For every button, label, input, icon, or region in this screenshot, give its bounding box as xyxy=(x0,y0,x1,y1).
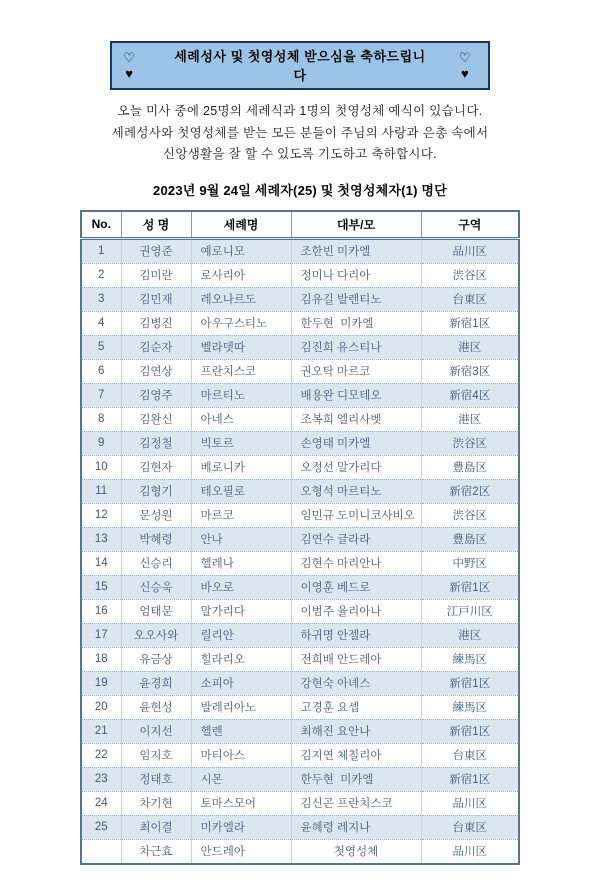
cell-district: 新宿1区 xyxy=(421,671,519,695)
cell-baptismal-name: 미카엘라 xyxy=(191,815,291,839)
hearts-left-icon: ♡ ♥ xyxy=(123,49,141,81)
cell-baptismal-name: 바오로 xyxy=(191,575,291,599)
table-row xyxy=(81,287,519,311)
cell-no: 9 xyxy=(81,431,121,455)
cell-baptismal-name: 안나 xyxy=(191,527,291,551)
table-row xyxy=(81,359,519,383)
cell-district: 新宿1区 xyxy=(421,767,519,791)
cell-name: 김연상 xyxy=(121,359,191,383)
cell-district: 台東区 xyxy=(421,743,519,767)
table-row xyxy=(81,407,519,431)
cell-name: 유금상 xyxy=(121,647,191,671)
intro-line-3: 신앙생활을 잘 할 수 있도록 기도하고 축하합시다. xyxy=(163,147,437,161)
cell-godparent: 손영태 미카엘 xyxy=(291,431,421,455)
cell-no: 16 xyxy=(81,599,121,623)
cell-name: 오오사와 xyxy=(121,623,191,647)
cell-godparent: 오정선 말가리다 xyxy=(291,455,421,479)
cell-district: 品川区 xyxy=(421,791,519,815)
cell-godparent: 김현수 마리안나 xyxy=(291,551,421,575)
table-row xyxy=(81,791,519,815)
table-row xyxy=(81,383,519,407)
cell-godparent: 최해진 요안나 xyxy=(291,719,421,743)
cell-name: 윤현성 xyxy=(121,695,191,719)
banner-text: 세례성사 및 첫영성체 받으심을 축하드립니다 xyxy=(174,49,426,83)
cell-baptismal-name: 발레리아노 xyxy=(191,695,291,719)
cell-no: 3 xyxy=(81,287,121,311)
cell-district: 新宿1区 xyxy=(421,311,519,335)
cell-baptismal-name: 마르티노 xyxy=(191,383,291,407)
table-row xyxy=(81,743,519,767)
cell-godparent: 윤혜령 레지나 xyxy=(291,815,421,839)
column-header-district: 구역 xyxy=(421,211,519,239)
table-row xyxy=(81,311,519,335)
cell-baptismal-name: 벨라뎃따 xyxy=(191,335,291,359)
cell-godparent: 이영훈 베드로 xyxy=(291,575,421,599)
cell-no: 18 xyxy=(81,647,121,671)
cell-name: 김미란 xyxy=(121,263,191,287)
cell-baptismal-name: 릴리안 xyxy=(191,623,291,647)
cell-baptismal-name: 테오필로 xyxy=(191,479,291,503)
cell-name: 정태호 xyxy=(121,767,191,791)
table-row xyxy=(81,695,519,719)
cell-godparent: 고경훈 요셉 xyxy=(291,695,421,719)
cell-no: 4 xyxy=(81,311,121,335)
cell-district: 新宿2区 xyxy=(421,479,519,503)
cell-name: 김정철 xyxy=(121,431,191,455)
table-row xyxy=(81,599,519,623)
cell-district: 新宿1区 xyxy=(421,575,519,599)
cell-godparent: 첫영성체 xyxy=(291,839,421,864)
congratulations-banner xyxy=(110,41,490,90)
cell-baptismal-name: 힐라리오 xyxy=(191,647,291,671)
cell-district: 新宿4区 xyxy=(421,383,519,407)
cell-godparent: 임민규 도미니코사비오 xyxy=(291,503,421,527)
cell-no: 11 xyxy=(81,479,121,503)
cell-no: 15 xyxy=(81,575,121,599)
table-row xyxy=(81,263,519,287)
cell-baptismal-name: 마르코 xyxy=(191,503,291,527)
cell-godparent: 권오탁 마르코 xyxy=(291,359,421,383)
cell-no: 12 xyxy=(81,503,121,527)
cell-no: 7 xyxy=(81,383,121,407)
cell-district: 渋谷区 xyxy=(421,431,519,455)
cell-name: 윤경희 xyxy=(121,671,191,695)
cell-name: 신승욱 xyxy=(121,575,191,599)
hearts-right-icon: ♡ ♥ xyxy=(459,49,477,81)
cell-no: 6 xyxy=(81,359,121,383)
table-row xyxy=(81,575,519,599)
table-row xyxy=(81,719,519,743)
cell-district: 中野区 xyxy=(421,551,519,575)
cell-name: 김민재 xyxy=(121,287,191,311)
cell-name: 김형기 xyxy=(121,479,191,503)
cell-no: 23 xyxy=(81,767,121,791)
table-row xyxy=(81,238,519,263)
list-title: 2023년 9월 24일 세례자(25) 및 첫영성체자(1) 명단 xyxy=(153,182,447,198)
table-row xyxy=(81,839,519,864)
cell-baptismal-name: 시몬 xyxy=(191,767,291,791)
cell-godparent: 정미나 다리아 xyxy=(291,263,421,287)
cell-baptismal-name: 말가리다 xyxy=(191,599,291,623)
table-row xyxy=(81,623,519,647)
table-header-row xyxy=(81,211,519,239)
cell-baptismal-name: 아우구스티노 xyxy=(191,311,291,335)
intro-line-1: 오늘 미사 중에 25명의 세례식과 1명의 첫영성체 예식이 있습니다. xyxy=(117,104,483,118)
baptism-roster-table xyxy=(80,210,520,865)
cell-baptismal-name: 마티아스 xyxy=(191,743,291,767)
cell-district: 台東区 xyxy=(421,815,519,839)
table-row xyxy=(81,671,519,695)
cell-no: 8 xyxy=(81,407,121,431)
cell-district: 品川区 xyxy=(421,839,519,864)
table-header xyxy=(81,211,519,239)
cell-baptismal-name: 아네스 xyxy=(191,407,291,431)
column-header-godparent: 대부/모 xyxy=(291,211,421,239)
table-row xyxy=(81,503,519,527)
cell-baptismal-name: 베로니카 xyxy=(191,455,291,479)
cell-baptismal-name: 헬렌 xyxy=(191,719,291,743)
cell-district: 港区 xyxy=(421,407,519,431)
cell-no: 17 xyxy=(81,623,121,647)
cell-name: 김영주 xyxy=(121,383,191,407)
cell-godparent: 이범주 율리아나 xyxy=(291,599,421,623)
cell-godparent: 강현숙 아녜스 xyxy=(291,671,421,695)
cell-name: 박혜령 xyxy=(121,527,191,551)
cell-district: 新宿1区 xyxy=(421,719,519,743)
cell-name: 임지호 xyxy=(121,743,191,767)
cell-no: 5 xyxy=(81,335,121,359)
cell-district: 港区 xyxy=(421,335,519,359)
cell-no: 24 xyxy=(81,791,121,815)
cell-name: 문성원 xyxy=(121,503,191,527)
cell-no: 22 xyxy=(81,743,121,767)
cell-district: 練馬区 xyxy=(421,647,519,671)
cell-no: 19 xyxy=(81,671,121,695)
cell-district: 品川区 xyxy=(421,238,519,263)
cell-godparent: 배용완 디모테오 xyxy=(291,383,421,407)
cell-district: 台東区 xyxy=(421,287,519,311)
intro-line-2: 세례성사와 첫영성체를 받는 모든 분들이 주님의 사랑과 은총 속에서 xyxy=(111,125,489,140)
cell-no: 10 xyxy=(81,455,121,479)
cell-no: 21 xyxy=(81,719,121,743)
cell-district: 港区 xyxy=(421,623,519,647)
cell-name: 권영준 xyxy=(121,238,191,263)
cell-no: 1 xyxy=(81,238,121,263)
cell-name: 엄태문 xyxy=(121,599,191,623)
cell-godparent: 김진희 유스티나 xyxy=(291,335,421,359)
cell-godparent: 김신곤 프란치스코 xyxy=(291,791,421,815)
cell-name: 차기현 xyxy=(121,791,191,815)
cell-baptismal-name: 토마스모어 xyxy=(191,791,291,815)
cell-name: 차근효 xyxy=(121,839,191,864)
cell-baptismal-name: 헬레나 xyxy=(191,551,291,575)
column-header-baptismal-name: 세례명 xyxy=(191,211,291,239)
table-row xyxy=(81,455,519,479)
cell-baptismal-name: 안드레아 xyxy=(191,839,291,864)
cell-godparent: 김연수 글라라 xyxy=(291,527,421,551)
intro-paragraph xyxy=(0,101,600,166)
cell-baptismal-name: 로사리아 xyxy=(191,263,291,287)
cell-godparent: 하귀명 안젤라 xyxy=(291,623,421,647)
table-row xyxy=(81,527,519,551)
table-row xyxy=(81,431,519,455)
cell-godparent: 오형석 마르티노 xyxy=(291,479,421,503)
cell-godparent: 전희배 안드레아 xyxy=(291,647,421,671)
cell-no: 2 xyxy=(81,263,121,287)
table-row xyxy=(81,551,519,575)
cell-district: 渋谷区 xyxy=(421,263,519,287)
cell-baptismal-name: 소피아 xyxy=(191,671,291,695)
cell-no: 25 xyxy=(81,815,121,839)
cell-name: 김순자 xyxy=(121,335,191,359)
cell-district: 豊島区 xyxy=(421,455,519,479)
table-row xyxy=(81,815,519,839)
cell-godparent: 김지연 체칠리아 xyxy=(291,743,421,767)
cell-name: 이지선 xyxy=(121,719,191,743)
roster-table-body xyxy=(81,238,519,864)
cell-no: 14 xyxy=(81,551,121,575)
cell-godparent: 김유길 발렌티노 xyxy=(291,287,421,311)
cell-district: 豊島区 xyxy=(421,527,519,551)
column-header-no: No. xyxy=(81,211,121,239)
cell-name: 김현자 xyxy=(121,455,191,479)
cell-district: 新宿3区 xyxy=(421,359,519,383)
cell-name: 최이결 xyxy=(121,815,191,839)
cell-godparent: 조복희 엘리사벳 xyxy=(291,407,421,431)
cell-godparent: 한두현 미카엘 xyxy=(291,311,421,335)
cell-godparent: 조한빈 미카엘 xyxy=(291,238,421,263)
cell-baptismal-name: 예로니모 xyxy=(191,238,291,263)
cell-name: 김병진 xyxy=(121,311,191,335)
cell-name: 김완신 xyxy=(121,407,191,431)
cell-no: 20 xyxy=(81,695,121,719)
cell-no: 13 xyxy=(81,527,121,551)
table-row xyxy=(81,767,519,791)
cell-district: 渋谷区 xyxy=(421,503,519,527)
cell-name: 신승리 xyxy=(121,551,191,575)
cell-no xyxy=(81,839,121,864)
table-row xyxy=(81,647,519,671)
document-page xyxy=(0,41,600,890)
cell-baptismal-name: 레오나르도 xyxy=(191,287,291,311)
cell-district: 江戸川区 xyxy=(421,599,519,623)
cell-baptismal-name: 빅토르 xyxy=(191,431,291,455)
table-row xyxy=(81,479,519,503)
cell-district: 練馬区 xyxy=(421,695,519,719)
table-row xyxy=(81,335,519,359)
cell-baptismal-name: 프란치스코 xyxy=(191,359,291,383)
column-header-name: 성 명 xyxy=(121,211,191,239)
cell-godparent: 한두현 미카엘 xyxy=(291,767,421,791)
